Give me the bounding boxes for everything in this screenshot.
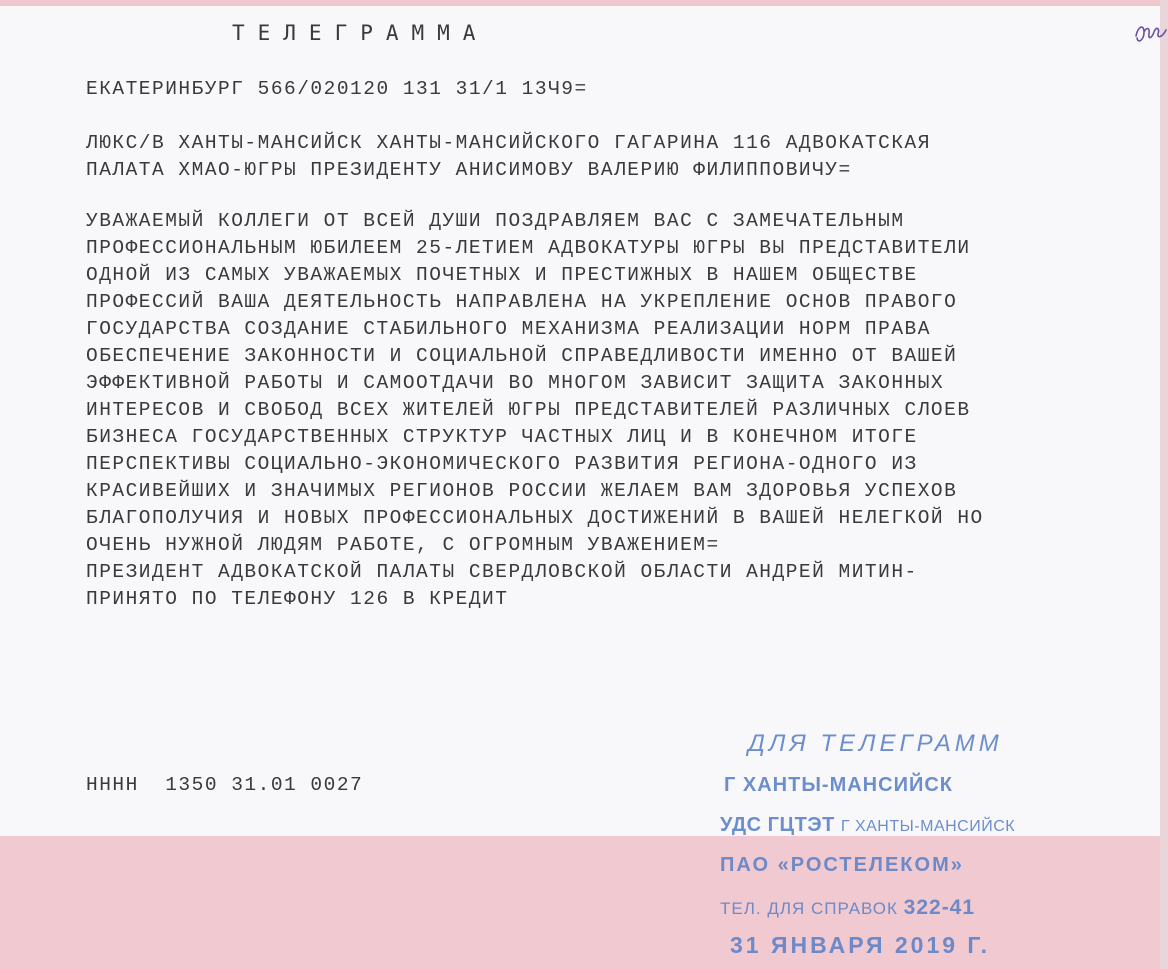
paper-right-edge — [1160, 0, 1168, 969]
handwritten-mark-icon — [1132, 14, 1168, 50]
telegram-body: УВАЖАЕМЫЙ КОЛЛЕГИ ОТ ВСЕЙ ДУШИ ПОЗДРАВЛЯЕМ ВАС С ЗАМЕЧАТЕЛЬНЫМ ПРОФЕССИОНАЛЬНЫМ ЮБИЛЕЕМ 25-ЛЕТИЕМ АДВОКАТУРЫ ЮГРЫ ВЫ ПРЕДСТАВИТЕЛИ ОДНОЙ ИЗ САМЫХ УВАЖАЕМЫХ ПОЧЕТНЫХ И ПРЕСТИЖНЫХ В НАШЕМ ОБЩЕСТВЕ ПРОФЕССИЙ ВАША ДЕЯТЕЛЬНОСТЬ НАПРАВЛЕНА НА УКРЕПЛЕНИЕ ОСНОВ ПРАВОГО ГОСУДАРСТВА СОЗДАНИЕ СТАБИЛЬНОГО МЕХАНИЗМА РЕАЛИЗАЦИИ НОРМ ПРАВА ОБЕСПЕЧЕНИЕ ЗАКОННОСТИ И СОЦИАЛЬНОЙ СПРАВЕДЛИВОСТИ ИМЕННО ОТ ВАШЕЙ ЭФФЕКТИВНОЙ РАБОТЫ И САМООТДАЧИ ВО МНОГОМ ЗАВИСИТ ЗАЩИТА ЗАКОННЫХ ИНТЕРЕСОВ И СВОБОД ВСЕХ ЖИТЕЛЕЙ ЮГРЫ ПРЕДСТАВИТЕЛЕЙ РАЗЛИЧНЫХ СЛОЕВ БИЗНЕСА ГОСУДАРСТВЕННЫХ СТРУКТУР ЧАСТНЫХ ЛИЦ И В КОНЕЧНОМ ИТОГЕ ПЕРСПЕКТИВЫ СОЦИАЛЬНО-ЭКОНОМИЧЕСКОГО РАЗВИТИЯ РЕГИОНА-ОДНОГО ИЗ КРАСИВЕЙШИХ И ЗНАЧИМЫХ РЕГИОНОВ РОССИИ ЖЕЛАЕМ ВАМ ЗДОРОВЬЯ УСПЕХОВ БЛАГОПОЛУЧИЯ И НОВЫХ ПРОФЕССИОНАЛЬНЫХ ДОСТИЖЕНИЙ В ВАШЕЙ НЕЛЕГКОЙ НО ОЧЕНЬ НУЖНОЙ ЛЮДЯМ РАБОТЕ, С ОГРОМНЫМ УВАЖЕНИЕМ= ПРЕЗИДЕНТ АДВОКАТСКОЙ ПАЛАТЫ СВЕРДЛОВСКОЙ ОБЛАСТИ АНДРЕЙ МИТИН- ПРИНЯТО ПО ТЕЛЕФОНУ 126 В КРЕДИТ — [86, 210, 984, 610]
stamp-line-3-small: Г ХАНТЫ-МАНСИЙСК — [840, 818, 1016, 835]
pink-background-band — [0, 836, 1168, 969]
telegram-title: ТЕЛЕГРАММА — [232, 21, 489, 45]
stamp-line-3 — [720, 814, 1015, 837]
telegram-address: ЛЮКС/В ХАНТЫ-МАНСИЙСК ХАНТЫ-МАНСИЙСКОГО ГАГАРИНА 116 АДВОКАТСКАЯ ПАЛАТА ХМАО-ЮГРЫ ПРЕЗИДЕНТУ АНИСИМОВУ ВАЛЕРИЮ ФИЛИППОВИЧУ= — [86, 132, 931, 181]
stamp-phone-label: ТЕЛ. ДЛЯ СПРАВОК — [720, 899, 904, 918]
telegram-header-line: ЕКАТЕРИНБУРГ 566/020120 131 31/1 13Ч9= — [86, 78, 588, 100]
stamp-line-1: ДЛЯ ТЕЛЕГРАММ — [748, 730, 1003, 757]
stamp-line-4: ПАО «РОСТЕЛЕКОМ» — [720, 854, 964, 876]
telegram-footer-line: НННН 1350 31.01 0027 — [86, 774, 364, 796]
stamp-line-3-main: УДС ГЦТЭТ — [720, 814, 841, 836]
stamp-date: 31 ЯНВАРЯ 2019 Г. — [730, 932, 990, 958]
stamp-line-5 — [720, 896, 975, 920]
stamp-line-2: Г ХАНТЫ-МАНСИЙСК — [724, 774, 953, 796]
stamp-phone-number: 322-41 — [903, 896, 976, 919]
